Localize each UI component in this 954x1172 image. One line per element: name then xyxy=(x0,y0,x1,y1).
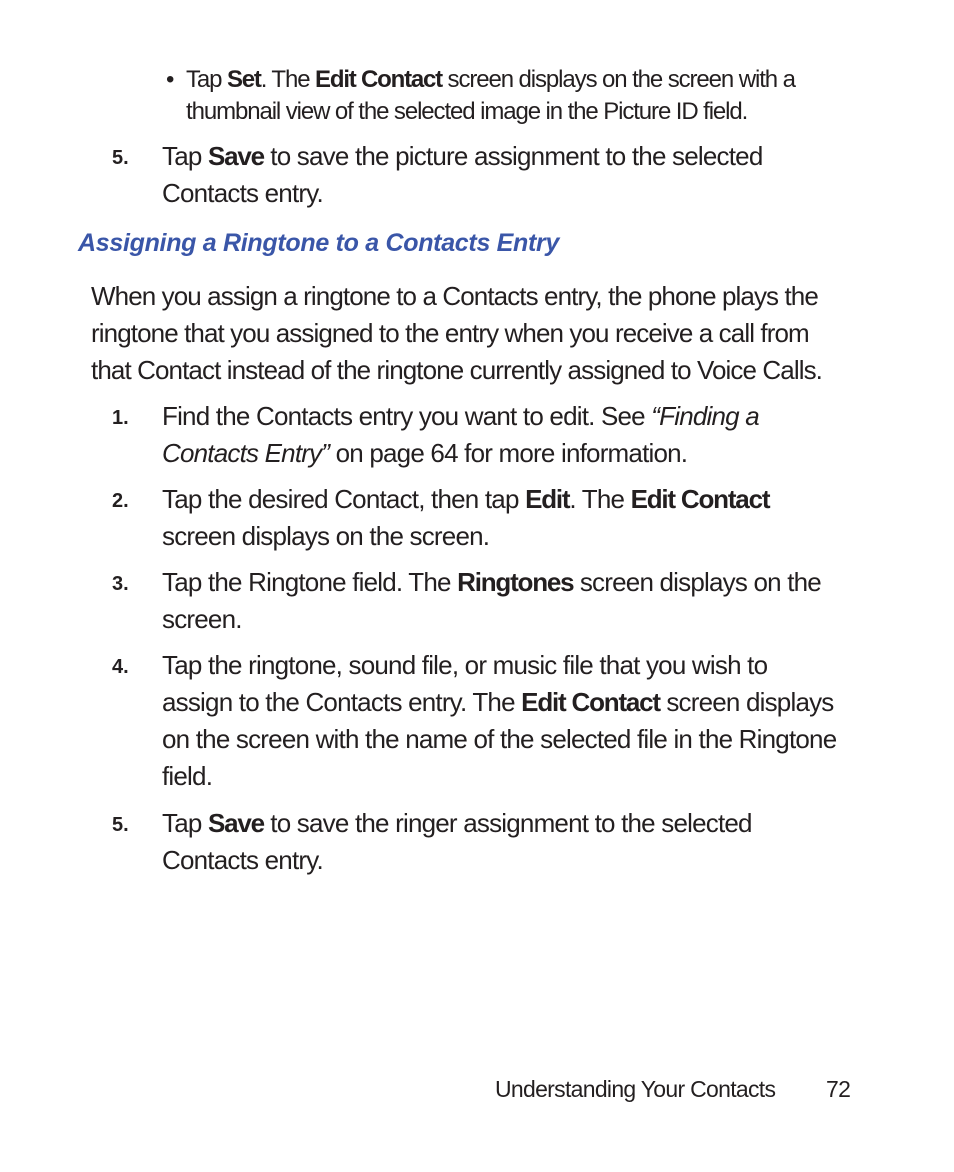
cross-reference: Contacts Entry” xyxy=(162,438,330,468)
footer-section-title: Understanding Your Contacts xyxy=(495,1076,776,1102)
step-number: 1. xyxy=(112,407,129,429)
step-text: Find the Contacts entry you want to edit. See “Finding a Contacts Entry” on page 64 for more information. xyxy=(162,401,759,468)
bullet-line-1: Tap Set. The Edit Contact screen displays on the screen with a xyxy=(186,66,795,93)
step-number: 5. xyxy=(112,147,129,169)
step-text: Tap the desired Contact, then tap Edit. The Edit Contact screen displays on the screen. xyxy=(162,484,770,551)
edit-contact-label: Edit Contact xyxy=(630,484,770,514)
save-label: Save xyxy=(207,808,264,838)
step-number: 3. xyxy=(112,573,129,595)
edit-contact-label: Edit Contact xyxy=(315,66,442,93)
edit-contact-label: Edit Contact xyxy=(521,687,660,717)
step-text: Tap the Ringtone field. The Ringtones screen displays on the screen. xyxy=(162,567,821,634)
step-text: Tap Save to save the ringer assignment to the selected Contacts entry. xyxy=(162,808,752,875)
bullet-text xyxy=(186,64,806,128)
intro-paragraph: When you assign a ringtone to a Contacts entry, the phone plays the ringtone that you assigned to the entry when you receive a call from that Contact instead of the ringtone currently assigned to Voice Calls. xyxy=(91,281,823,385)
step-number: 5. xyxy=(112,814,129,836)
ringtones-label: Ringtones xyxy=(457,567,574,597)
step-number: 2. xyxy=(112,490,129,512)
footer-page-number: 72 xyxy=(826,1076,851,1102)
bullet-marker: • xyxy=(166,66,174,93)
step-text: Tap Save to save the picture assignment to the selected Contacts entry. xyxy=(162,141,763,208)
save-label: Save xyxy=(207,141,264,171)
step-number: 4. xyxy=(112,656,129,678)
section-heading: Assigning a Ringtone to a Contacts Entry xyxy=(78,229,560,257)
set-label: Set xyxy=(226,66,261,93)
bullet-line-2: thumbnail view of the selected image in the Picture ID field. xyxy=(186,98,748,125)
cross-reference: “Finding a xyxy=(651,401,759,431)
edit-label: Edit xyxy=(525,484,570,514)
step-text: Tap the ringtone, sound file, or music file that you wish to assign to the Contacts entry. The Edit Contact screen displays on the screen with the name of the selected file in the Ringtone field. xyxy=(162,650,837,791)
